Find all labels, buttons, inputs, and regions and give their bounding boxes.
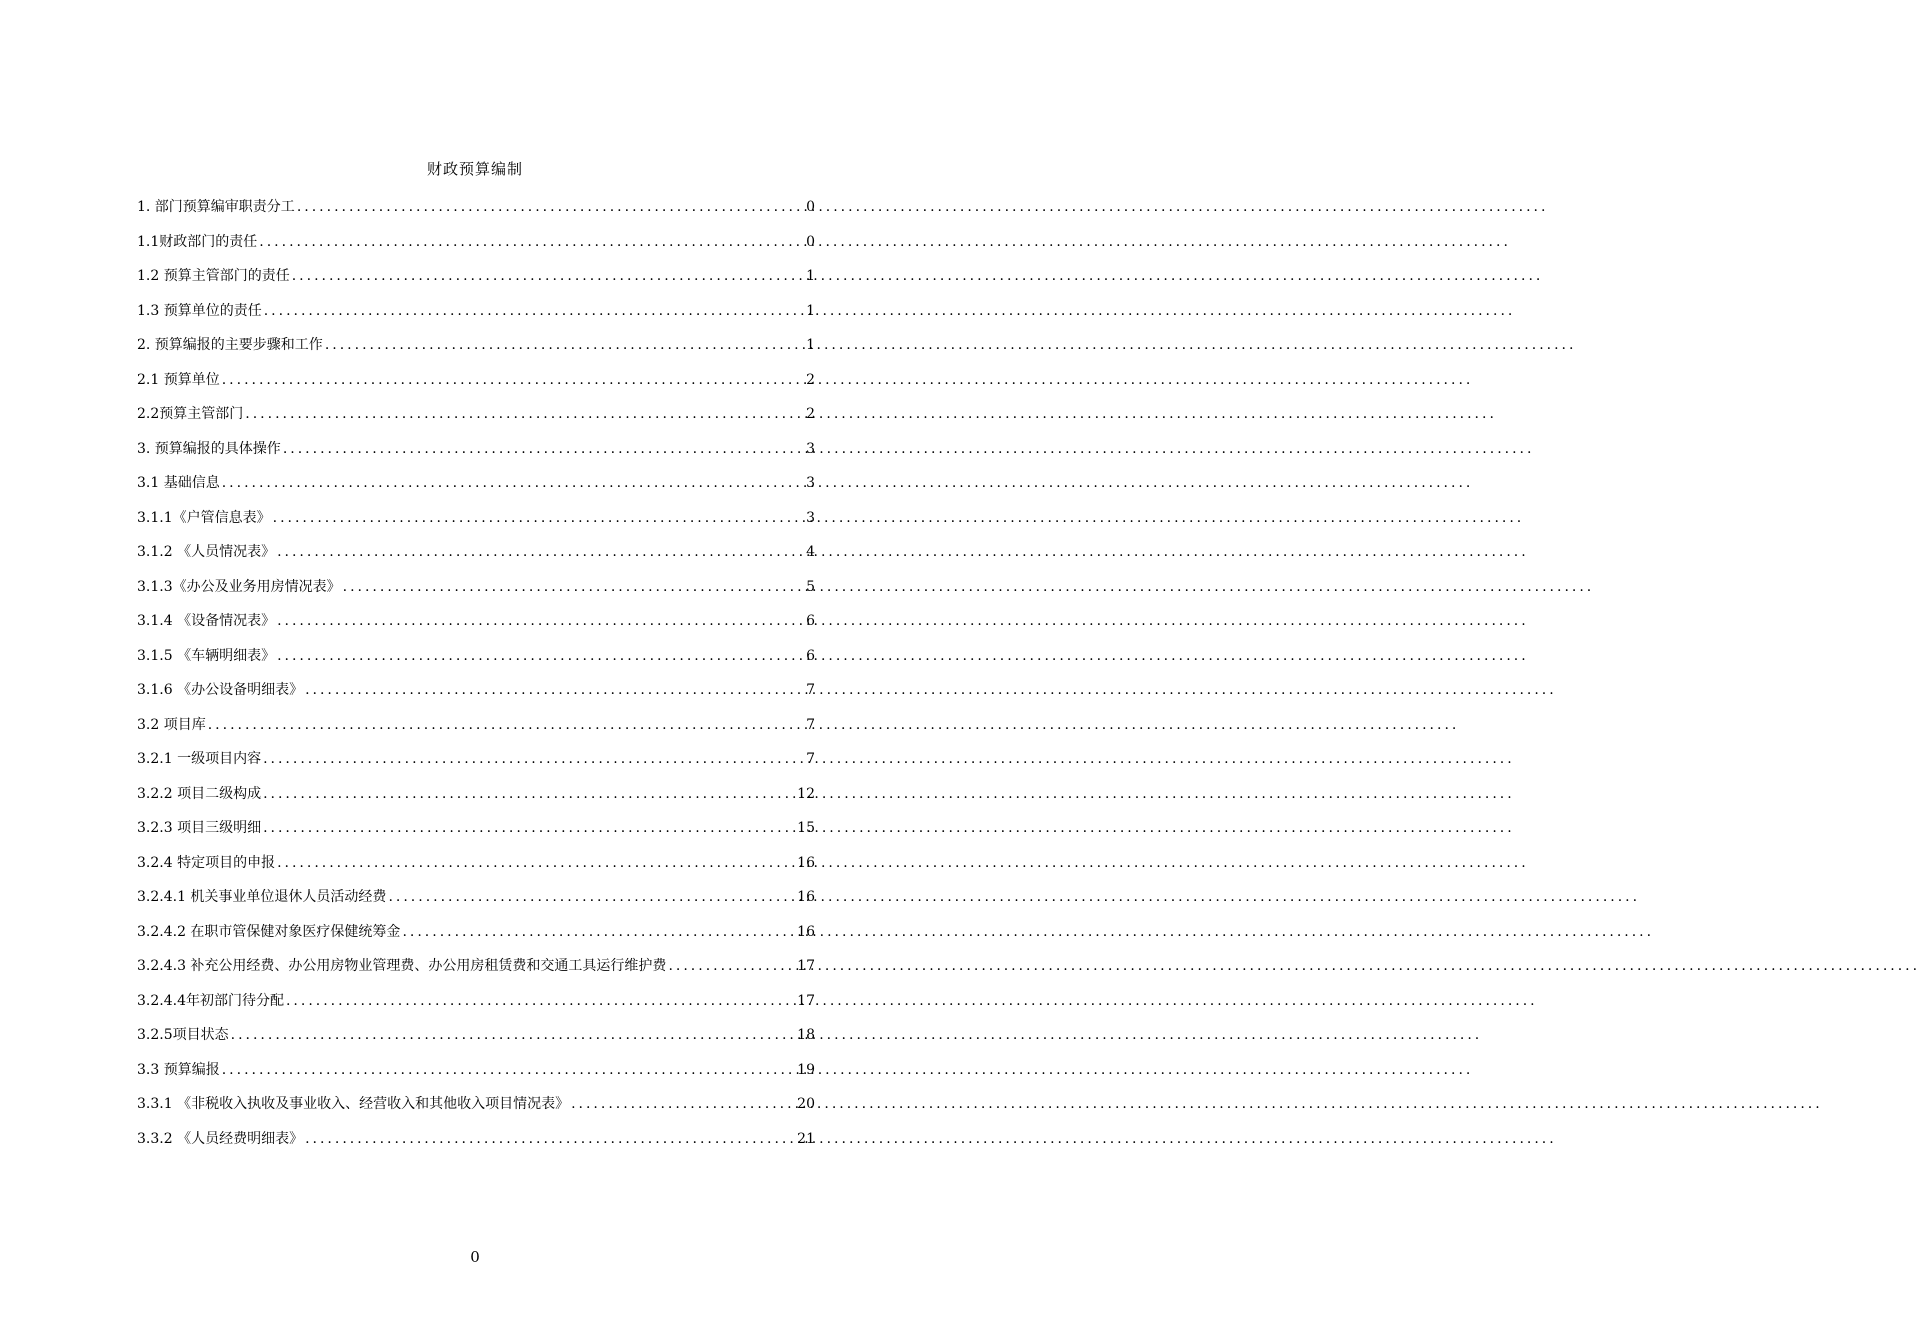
toc-dot-leader — [222, 1053, 795, 1088]
toc-entry-page: 21 — [797, 1130, 815, 1147]
toc-entry[interactable] — [137, 535, 815, 570]
toc-dot-leader — [277, 604, 804, 639]
toc-entry-label: 3.1.5 《车辆明细表》 — [137, 647, 276, 664]
toc-entry-page: 17 — [797, 992, 815, 1009]
toc-entry[interactable] — [137, 811, 815, 846]
toc-dot-leader — [343, 570, 804, 605]
toc-entry-label: 3.1 基础信息 — [137, 475, 220, 491]
toc-entry[interactable] — [137, 915, 815, 950]
toc-entry[interactable] — [137, 570, 815, 605]
toc-entry[interactable] — [137, 466, 815, 501]
toc-entry-label: 3.3 预算编报 — [137, 1061, 220, 1078]
toc-entry[interactable] — [137, 190, 815, 225]
toc-entry-label: 2.1 预算单位 — [137, 371, 220, 388]
toc-entry-page: 1 — [806, 302, 815, 319]
toc-entry[interactable] — [137, 984, 815, 1019]
toc-entry-label: 3.3.2 《人员经费明细表》 — [137, 1130, 304, 1147]
toc-entry-label: 3.2.4.1 机关事业单位退休人员活动经费 — [137, 889, 387, 905]
toc-entry-page: 3 — [806, 475, 815, 491]
toc-entry[interactable] — [137, 880, 815, 915]
toc-entry-label: 3.2.2 项目二级构成 — [137, 785, 262, 802]
toc-entry[interactable] — [137, 846, 815, 881]
toc-entry-label: 1.3 预算单位的责任 — [137, 302, 262, 319]
toc-entry-label: 3.2.4.2 在职市管保健对象医疗保健统筹金 — [137, 923, 401, 940]
document-title: 财政预算编制 — [426, 160, 523, 178]
toc-entry[interactable] — [137, 501, 815, 536]
toc-entry-label: 3.2.4.3 补充公用经费、办公用房物业管理费、办公用房租赁费和交通工具运行维护费 — [137, 958, 667, 974]
toc-dot-leader — [325, 328, 804, 363]
toc-entry-page: 16 — [797, 889, 815, 905]
toc-entry-label: 1.2 预算主管部门的责任 — [137, 268, 290, 284]
toc-dot-leader — [277, 535, 804, 570]
toc-entry[interactable] — [137, 777, 815, 812]
toc-dot-leader — [264, 294, 804, 329]
toc-dot-leader — [263, 811, 795, 846]
toc-dot-leader — [388, 880, 795, 915]
toc-entry-label: 1.1财政部门的责任 — [137, 233, 258, 250]
toc-entry-label: 3.2.5项目状态 — [137, 1027, 229, 1043]
toc-dot-leader — [402, 915, 795, 950]
toc-entry[interactable] — [137, 328, 815, 363]
toc-entry-label: 3.2.1 一级项目内容 — [137, 751, 262, 767]
toc-entry-page: 6 — [806, 647, 815, 664]
page-number: 0 — [470, 1248, 480, 1266]
toc-entry-label: 3.1.6 《办公设备明细表》 — [137, 682, 304, 698]
toc-dot-leader — [668, 949, 795, 984]
toc-entry[interactable] — [137, 363, 815, 398]
toc-entry[interactable] — [137, 225, 815, 260]
toc-entry-label: 2. 预算编报的主要步骤和工作 — [137, 337, 323, 353]
toc-entry-label: 3.1.1《户管信息表》 — [137, 509, 271, 526]
toc-entry-label: 3.1.4 《设备情况表》 — [137, 613, 276, 629]
toc-dot-leader — [245, 397, 804, 432]
toc-entry-label: 3.2 项目库 — [137, 716, 206, 733]
toc-entry[interactable] — [137, 1087, 815, 1122]
toc-entry[interactable] — [137, 742, 815, 777]
toc-entry-page: 18 — [797, 1027, 815, 1043]
toc-entry-label: 2.2预算主管部门 — [137, 406, 244, 422]
toc-entry-page: 17 — [797, 958, 815, 974]
toc-dot-leader — [273, 501, 804, 536]
toc-entry-page: 0 — [806, 199, 815, 215]
toc-entry[interactable] — [137, 259, 815, 294]
toc-entry[interactable] — [137, 708, 815, 743]
toc-entry[interactable] — [137, 673, 815, 708]
toc-entry-page: 1 — [806, 337, 815, 353]
toc-entry-label: 3.1.3《办公及业务用房情况表》 — [137, 578, 341, 595]
toc-entry-label: 3.2.4 特定项目的申报 — [137, 854, 276, 871]
table-of-contents — [137, 190, 815, 1156]
toc-entry-label: 1. 部门预算编审职责分工 — [137, 199, 295, 215]
toc-entry-page: 16 — [797, 923, 815, 940]
toc-dot-leader — [277, 639, 804, 674]
toc-entry-page: 7 — [806, 682, 815, 698]
toc-entry-label: 3.1.2 《人员情况表》 — [137, 544, 276, 560]
toc-entry[interactable] — [137, 1053, 815, 1088]
toc-entry-page: 7 — [806, 716, 815, 733]
toc-entry[interactable] — [137, 639, 815, 674]
toc-entry-page: 19 — [797, 1061, 815, 1078]
toc-entry-page: 4 — [806, 544, 815, 560]
toc-dot-leader — [259, 225, 804, 260]
toc-entry-page: 16 — [797, 854, 815, 871]
toc-entry-label: 3.2.3 项目三级明细 — [137, 820, 262, 836]
toc-dot-leader — [286, 984, 795, 1019]
toc-entry[interactable] — [137, 397, 815, 432]
toc-dot-leader — [222, 466, 804, 501]
toc-entry-label: 3.2.4.4年初部门待分配 — [137, 992, 284, 1009]
toc-entry-page: 1 — [806, 268, 815, 284]
toc-entry[interactable] — [137, 1018, 815, 1053]
toc-entry[interactable] — [137, 949, 815, 984]
toc-dot-leader — [297, 190, 804, 225]
toc-entry-page: 15 — [797, 820, 815, 836]
toc-entry-label: 3. 预算编报的具体操作 — [137, 440, 281, 457]
toc-entry-page: 2 — [806, 406, 815, 422]
toc-dot-leader — [305, 673, 804, 708]
toc-dot-leader — [231, 1018, 796, 1053]
toc-dot-leader — [283, 432, 804, 467]
toc-dot-leader — [277, 846, 795, 881]
toc-entry[interactable] — [137, 294, 815, 329]
toc-dot-leader — [222, 363, 804, 398]
toc-entry-page: 20 — [797, 1096, 815, 1112]
toc-entry-page: 2 — [806, 371, 815, 388]
toc-dot-leader — [305, 1122, 795, 1157]
toc-dot-leader — [263, 777, 795, 812]
toc-entry-page: 7 — [806, 751, 815, 767]
toc-dot-leader — [263, 742, 804, 777]
toc-entry[interactable] — [137, 432, 815, 467]
toc-entry-page: 0 — [806, 233, 815, 250]
toc-entry-page: 6 — [806, 613, 815, 629]
toc-entry[interactable] — [137, 604, 815, 639]
toc-entry-page: 5 — [806, 578, 815, 595]
toc-dot-leader — [208, 708, 804, 743]
toc-entry-page: 12 — [797, 785, 815, 802]
toc-entry-label: 3.3.1 《非税收入执收及事业收入、经营收入和其他收入项目情况表》 — [137, 1096, 570, 1112]
toc-entry[interactable] — [137, 1122, 815, 1157]
toc-entry-page: 3 — [806, 440, 815, 457]
toc-dot-leader — [571, 1087, 795, 1122]
toc-dot-leader — [292, 259, 804, 294]
toc-entry-page: 3 — [806, 509, 815, 526]
